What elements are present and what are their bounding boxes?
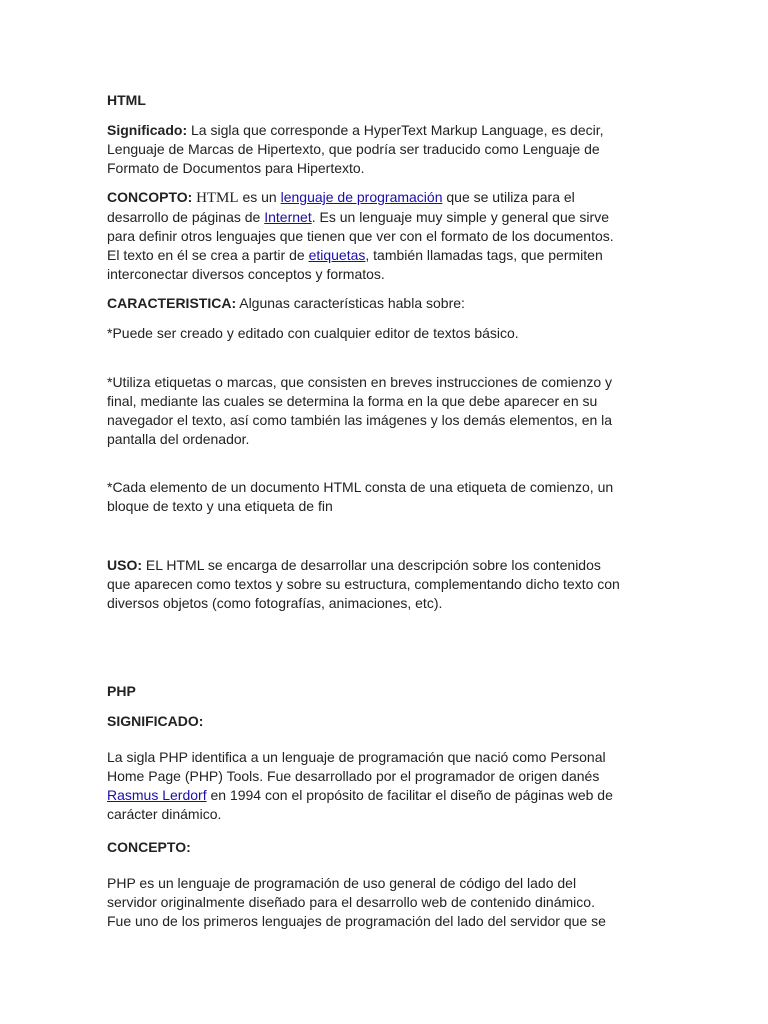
bullet-3-line2: bloque de texto y una etiqueta de fin [107,498,333,514]
php-significado-line4: carácter dinámico. [107,806,222,822]
uso-label: USO: [107,557,142,573]
concepto-html-word: HTML [192,190,239,206]
concepto-line5: interconectar diversos conceptos y formatos. [107,266,385,282]
html-uso-paragraph [107,556,667,613]
php-concepto-label: CONCEPTO: [107,839,191,855]
php-significado-line2: Home Page (PHP) Tools. Fue desarrollado por el programador de origen danés [107,768,600,784]
significado-label: Significado: [107,122,188,138]
concepto-line4-pre: El texto en él se crea a partir de [107,247,309,263]
html-concepto-paragraph [107,188,667,284]
php-significado-label: SIGNIFICADO: [107,713,204,729]
concepto-line4-post: , también llamadas tags, que permiten [365,247,603,263]
caracteristica-label: CARACTERISTICA: [107,295,237,311]
php-significado-line3-post: en 1994 con el propósito de facilitar el diseño de páginas web de [206,787,613,803]
bullet-2-line1: *Utiliza etiquetas o marcas, que consisten en breves instrucciones de comienzo y [107,374,613,390]
bullet-2-line3: navegador el texto, así como también las imágenes y los demás elementos, en la [107,412,613,428]
html-heading: HTML [107,92,146,108]
uso-line1: EL HTML se encarga de desarrollar una descripción sobre los contenidos [142,557,601,573]
php-concepto-line1: PHP es un lenguaje de programación de uso general de código del lado del [107,875,577,891]
concepto-line3: para definir otros lenguajes que tienen que ver con el formato de los documentos. [107,228,614,244]
html-caracteristica-paragraph [107,294,667,313]
bullet-1: *Puede ser creado y editado con cualquier editor de textos básico. [107,325,519,341]
php-concepto-line3: Fue uno de los primeros lenguajes de programación del lado del servidor que se [107,913,606,929]
significado-line3: Formato de Documentos para Hipertexto. [107,160,365,176]
significado-line2: Lenguaje de Marcas de Hipertexto, que podría ser traducido como Lenguaje de [107,141,600,157]
rasmus-lerdorf-link[interactable]: Rasmus Lerdorf [107,787,207,803]
caracteristica-text: Algunas características habla sobre: [236,295,465,311]
lenguaje-de-programacion-link[interactable]: lenguaje de programación [280,189,443,205]
concepto-es-un: es un [238,189,281,205]
concepto-label: CONCOPTO: [107,189,193,205]
php-concepto-line2: servidor originalmente diseñado para el desarrollo web de contenido dinámico. [107,894,595,910]
bullet-2 [107,373,667,449]
concepto-line2-pre: desarrollo de páginas de [107,209,265,225]
php-concepto-paragraph [107,874,667,931]
etiquetas-link[interactable]: etiquetas [308,247,366,263]
significado-line1: La sigla que corresponde a HyperText Markup Language, es decir, [187,122,604,138]
bullet-3-line1: *Cada elemento de un documento HTML consta de una etiqueta de comienzo, un [107,479,614,495]
bullet-2-line4: pantalla del ordenador. [107,431,250,447]
bullet-3 [107,478,667,516]
uso-line2: que aparecen como textos y sobre su estructura, complementando dicho texto con [107,576,620,592]
php-significado-line1: La sigla PHP identifica a un lenguaje de programación que nació como Personal [107,749,606,765]
html-significado-paragraph [107,121,667,178]
php-significado-paragraph [107,748,667,824]
concepto-line1-rest: que se utiliza para el [442,189,575,205]
concepto-line2-post: . Es un lenguaje muy simple y general que sirve [311,209,609,225]
php-heading: PHP [107,683,136,699]
uso-line3: diversos objetos (como fotografías, animaciones, etc). [107,595,443,611]
bullet-2-line2: final, mediante las cuales se determina la forma en la que debe aparecer en su [107,393,598,409]
internet-link[interactable]: Internet [264,209,312,225]
